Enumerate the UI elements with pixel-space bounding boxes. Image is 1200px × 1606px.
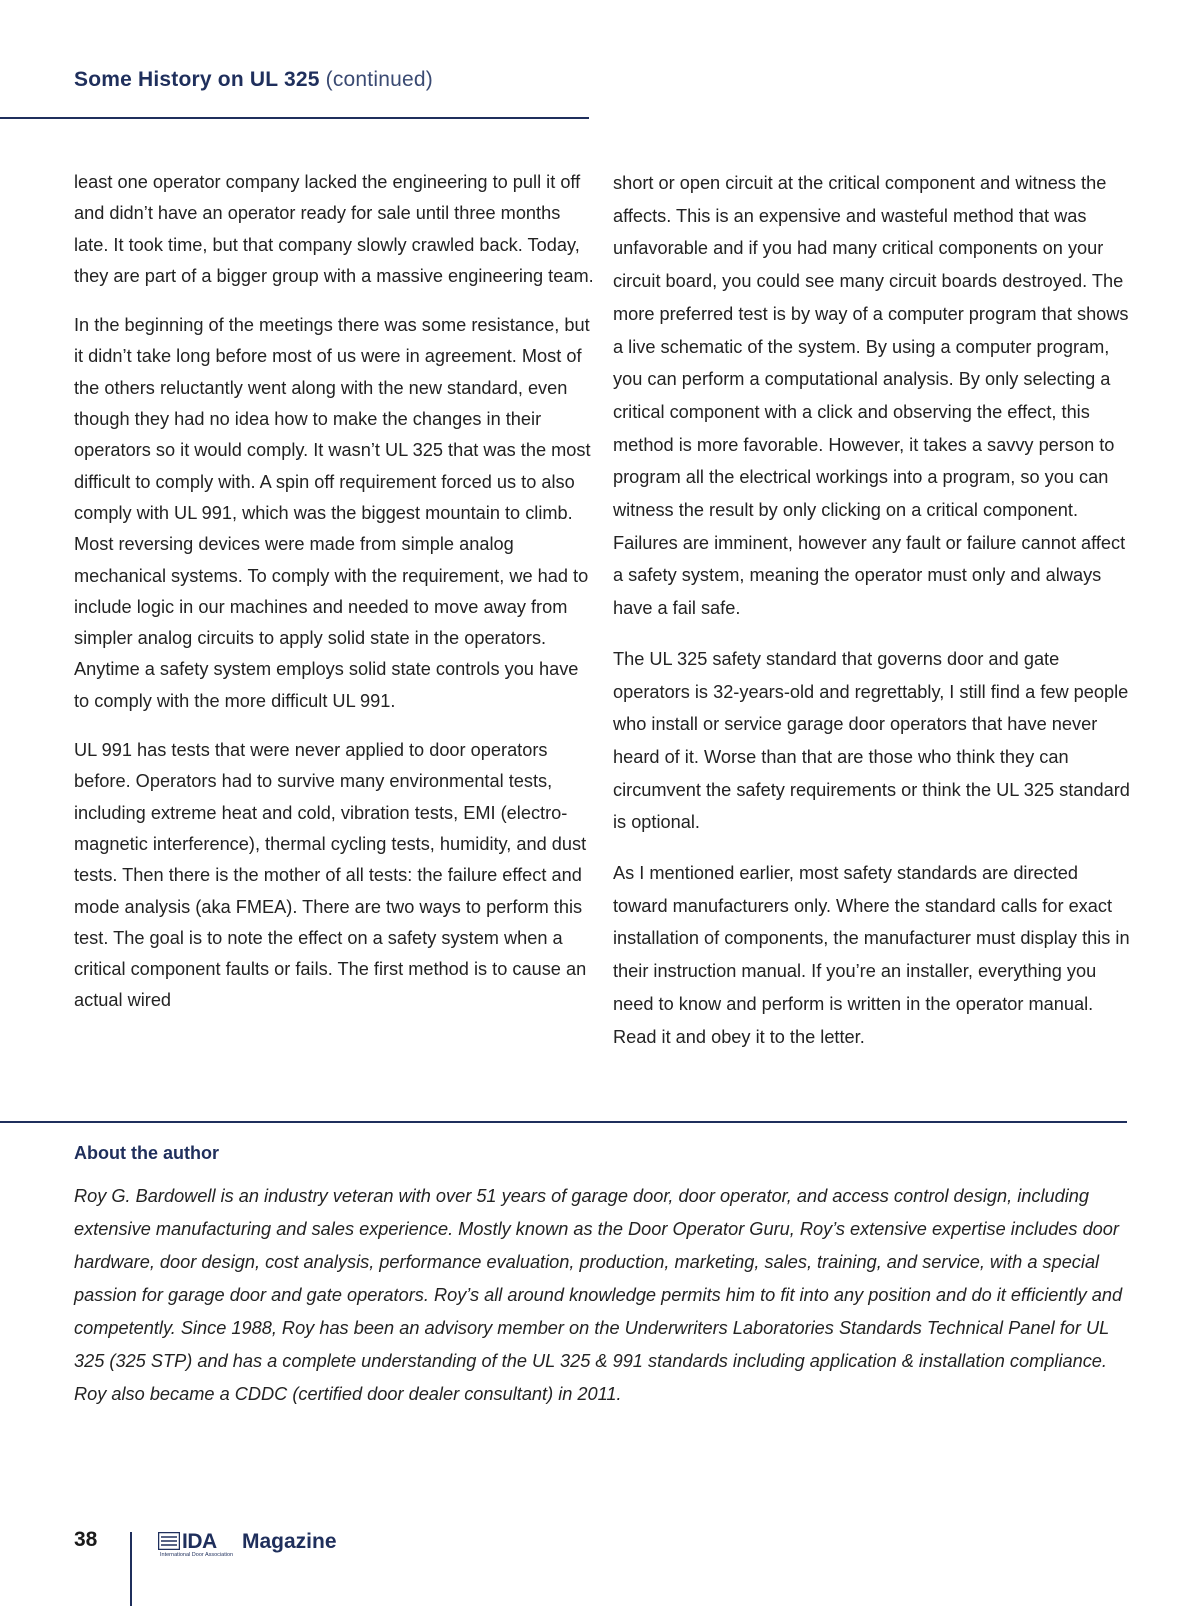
logo-subtitle: International Door Association [160,1552,234,1558]
section-title-suffix: (continued) [325,68,433,91]
paragraph: The UL 325 safety standard that governs door and gate operators is 32-years-old and regrettably, I still find a few people who install or service garage door operators that have never heard of it. Worse than that are those who think they can circumvent the safety requirements or think the UL 325 standard is optional. [613,648,1130,833]
header-rule [0,117,589,119]
page-number: 38 [74,1528,98,1551]
paragraph: In the beginning of the meetings there was some resistance, but it didn’t take long before most of us were in agreement. Most of the others reluctantly went along with the new standard, even though they had no idea how to make the changes in their operators so it would comply. It wasn’t UL 325 that was the most difficult to comply with. A spin off requirement forced us to also comply with UL 991, which was the biggest mountain to climb. Most reversing devices were made from simple analog mechanical systems. To comply with the requirement, we had to include logic in our machines and needed to move away from simpler analog circuits to apply solid state in the operators. Anytime a safety system employs solid state controls you have to comply with the more difficult UL 991. [74,315,591,711]
author-heading: About the author [74,1143,219,1163]
author-bio: Roy G. Bardowell is an industry veteran with over 51 years of garage door, door operator, and access control design, including extensive manufacturing and sales experience. Mostly known as the Door Operator Guru, Roy’s extensive expertise includes door hardware, door design, cost analysis, performance evaluation, production, marketing, sales, training, and service, with a special passion for garage door and gate operators. Roy’s all around knowledge permits him to fit into any position and do it efficiently and competently. Since 1988, Roy has been an advisory member on the Underwriters Laboratories Standards Technical Panel for UL 325 (325 STP) and has a complete understanding of the UL 325 & 991 standards including application & installation compliance. Roy also became a CDDC (certified door dealer consultant) in 2011. [74,1186,1123,1404]
section-header [74,68,433,92]
section-title: Some History on UL 325 [74,68,320,91]
paragraph: UL 991 has tests that were never applied to door operators before. Operators had to survive many environmental tests, including extreme heat and cold, vibration tests, EMI (electro-magnetic interference), thermal cycling tests, humidity, and dust tests. Then there is the mother of all tests: the failure effect and mode analysis (aka FMEA). There are two ways to perform this test. The goal is to note the effect on a safety system when a critical component faults or fails. The first method is to cause an actual wired [74,740,587,1011]
garage-door-icon [158,1532,180,1550]
section-divider [0,1121,1127,1123]
paragraph: short or open circuit at the critical component and witness the affects. This is an expensive and wasteful method that was unfavorable and if you had many critical components on your circuit board, you could see many circuit boards destroyed. The more preferred test is by way of a computer program that shows a live schematic of the system. By using a computer program, you can perform a computational analysis. By only selecting a critical component with a click and observing the effect, this method is more favorable. However, it takes a savvy person to program all the electrical workings into a program, so you can witness the result by only clicking on a critical component. Failures are imminent, however any fault or failure cannot affect a safety system, meaning the operator must only and always have a fail safe. [613,173,1129,619]
logo-ida-text: IDA [182,1530,217,1553]
logo-magazine-text: Magazine [242,1530,337,1553]
article-left-column [74,167,594,1035]
paragraph: As I mentioned earlier, most safety standards are directed toward manufacturers only. Where the standard calls for exact installation of components, the manufacturer must display this in their instruction manual. If you’re an installer, everything you need to know and perform is written in the operator manual. Read it and obey it to the letter. [613,863,1130,1047]
article-right-column [613,167,1133,1071]
paragraph: least one operator company lacked the engineering to pull it off and didn’t have an operator ready for sale until three months late. It took time, but that company slowly crawled back. Today, they are part of a bigger group with a massive engineering team. [74,172,594,286]
footer-divider [130,1532,132,1606]
